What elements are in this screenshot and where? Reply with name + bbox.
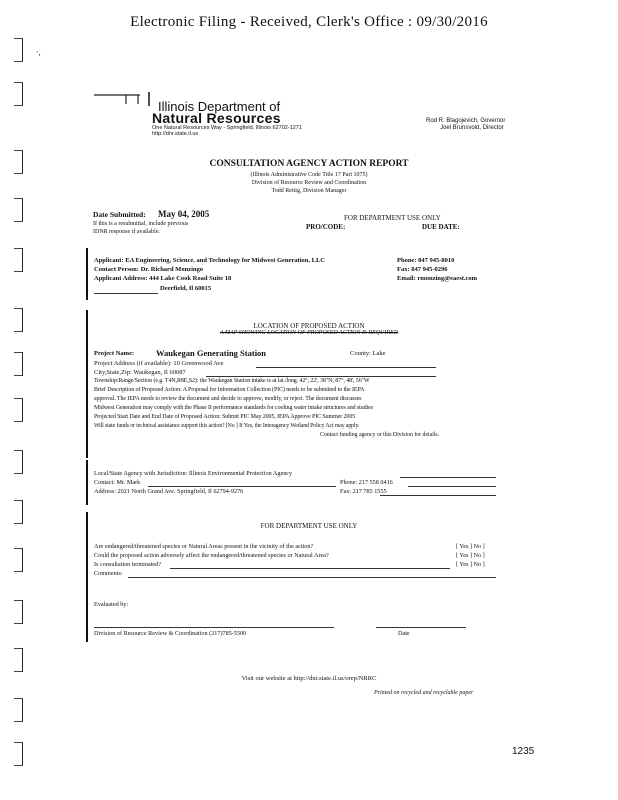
dept-use-header: FOR DEPARTMENT USE ONLY xyxy=(344,214,441,222)
date-submitted-label: Date Submitted: xyxy=(93,210,146,219)
fill-line xyxy=(408,486,496,487)
governor-name: Rod R. Blagojevich, Governor xyxy=(426,118,506,124)
action-description-2: approval. The IEPA needs to review the document and decide to approve, modify, or reject. The document discusses xyxy=(94,396,362,402)
agency-name-line1: Illinois Department of xyxy=(158,99,281,114)
agency-phone: Phone: 217 558 0416 xyxy=(340,479,393,486)
punch-mark xyxy=(14,450,23,474)
agency-jurisdiction: Local/State Agency with Jurisdiction: Illinois Environmental Protection Agency xyxy=(94,470,293,477)
question-adverse-effect: Could the proposed action adversely affect the endangered/threatened species or Natural Area? xyxy=(94,552,329,559)
punch-mark xyxy=(14,352,23,376)
funding-contact-note: Contact funding agency or this Division for details. xyxy=(320,432,440,438)
agency-url: http://dnr.state.il.us xyxy=(152,131,199,137)
question-consultation-terminated: Is consultation terminated? xyxy=(94,561,162,568)
section-bar xyxy=(86,460,88,505)
answer-adverse-effect[interactable]: [ Yes ] No ] xyxy=(456,552,485,559)
speck: ·, xyxy=(36,48,41,57)
answer-endangered-present[interactable]: [ Yes ] No ] xyxy=(456,543,485,550)
report-subtitle-code: (Illinois Administrative Code Title 17 Part 1075) xyxy=(250,172,368,178)
punch-mark xyxy=(14,82,23,106)
action-description-1: Brief Description of Proposed Action: A Proposal for Information Collection (PIC) needs to be submitted to the IEPA xyxy=(94,387,365,393)
section-bar xyxy=(86,512,88,642)
resubmittal-note: If this is a resubmittal, include previous xyxy=(93,221,189,227)
question-endangered-present: Are endangered/threatened species or Natural Areas present in the vicinity of the action? xyxy=(94,543,314,550)
evaluation-date-label: Date xyxy=(398,630,410,637)
applicant-address: Applicant Address: 444 Lake Cook Road Suite 18 xyxy=(94,275,232,282)
action-description-3: Midwest Generation may comply with the Phase II performance standards for cooling water intake structures and studies xyxy=(94,405,373,411)
evaluated-by-label: Evaluated by: xyxy=(94,601,129,608)
punch-mark xyxy=(14,698,23,722)
report-title: CONSULTATION AGENCY ACTION REPORT xyxy=(209,159,409,169)
agency-address: One Natural Resources Way - Springfield, Illinois 62702-1271 xyxy=(152,125,302,131)
applicant-email: Email: rmonzing@eaest.com xyxy=(397,275,478,282)
agency-contact: Contact: Mr. Mark xyxy=(94,479,141,486)
director-name: Joel Brunsvold, Director xyxy=(440,125,504,131)
applicant-fax: Fax: 847 945-0296 xyxy=(397,266,448,273)
punch-mark xyxy=(14,38,23,62)
project-address: Project Address (if available): 10 Greenwood Ave xyxy=(94,360,224,367)
due-date-label: DUE DATE: xyxy=(422,223,460,231)
project-township: Township/Range/Section (e.g. T4N,R8E,S2): the Waukegan Station intake is at lat./long. 42°, 22', 38"N; 87°, 48', 56"W xyxy=(94,378,370,384)
punch-mark xyxy=(14,248,23,272)
resubmittal-note-2: IDNR response if available. xyxy=(93,229,160,235)
agency-fax: Fax: 217 785 1555 xyxy=(340,488,387,495)
applicant-city: Deerfield, Il 60015 xyxy=(160,285,212,292)
agency-name-line2: Natural Resources xyxy=(152,110,281,126)
logo-mark xyxy=(94,92,150,106)
project-city: City,State,Zip: Waukegan, Il 60087 xyxy=(94,369,186,376)
punch-mark xyxy=(14,198,23,222)
section-bar xyxy=(86,248,88,300)
fill-line xyxy=(206,376,436,377)
applicant-name: Applicant: EA Engineering, Science, and Technology for Midwest Generation, LLC xyxy=(94,257,326,264)
location-title: LOCATION OF PROPOSED ACTION xyxy=(253,322,365,330)
division-contact: Division of Resource Review & Coordination (217)785-5500 xyxy=(94,630,247,637)
location-map-required: A MAP SHOWING LOCATION OF PROPOSED ACTION IS REQUIRED xyxy=(219,330,399,336)
project-name-value: Waukegan Generating Station xyxy=(156,348,267,358)
punch-mark xyxy=(14,600,23,624)
punch-mark xyxy=(14,648,23,672)
dept-only-title: FOR DEPARTMENT USE ONLY xyxy=(260,522,358,530)
page-number: 1235 xyxy=(512,746,535,757)
procode-label: PRO/CODE: xyxy=(306,223,346,231)
date-line xyxy=(376,627,466,628)
projected-dates: Projected Start Date and End Date of Proposed Action: Submit PIC May 2005, IEPA Approve PIC Summer 2005 xyxy=(94,414,356,420)
website-note: Visit our website at http://dnr.state.il.us/orep/NRRC xyxy=(241,675,377,682)
signature-line xyxy=(94,627,334,628)
punch-mark xyxy=(14,548,23,572)
recycled-paper-note: Printed on recycled and recyclable paper xyxy=(374,690,474,696)
filing-stamp: Electronic Filing - Received, Clerk's Office : 09/30/2016 xyxy=(130,14,488,30)
comments-label: Comments: xyxy=(94,570,123,577)
answer-consultation-terminated[interactable]: [ Yes ] No ] xyxy=(456,561,485,568)
fill-line xyxy=(380,495,496,496)
punch-mark xyxy=(14,500,23,524)
report-subtitle-manager: Todd Rettig, Division Manager xyxy=(271,188,347,194)
applicant-contact: Contact Person: Dr. Richard Monzingo xyxy=(94,266,203,273)
project-name-label: Project Name: xyxy=(94,350,135,357)
state-funds-question: Will state funds or technical assistance support this action? [No ] If Yes, the Interagency Wetland Policy Act may apply. xyxy=(94,423,360,429)
fill-line xyxy=(170,568,450,569)
comments-line xyxy=(128,577,496,578)
punch-mark xyxy=(14,742,23,766)
report-subtitle-division: Division of Resource Review and Coordination xyxy=(251,180,367,186)
fill-line xyxy=(148,486,336,487)
agency-address: Address: 2021 North Grand Ave. Springfield, Il 62794-9276 xyxy=(94,488,244,495)
fill-line xyxy=(400,477,496,478)
applicant-phone: Phone: 847 945-8010 xyxy=(397,257,455,264)
date-submitted-value: May 04, 2005 xyxy=(158,209,210,219)
fill-line xyxy=(94,293,158,294)
punch-mark xyxy=(14,398,23,422)
project-county: County: Lake xyxy=(350,350,386,357)
fill-line xyxy=(256,367,436,368)
